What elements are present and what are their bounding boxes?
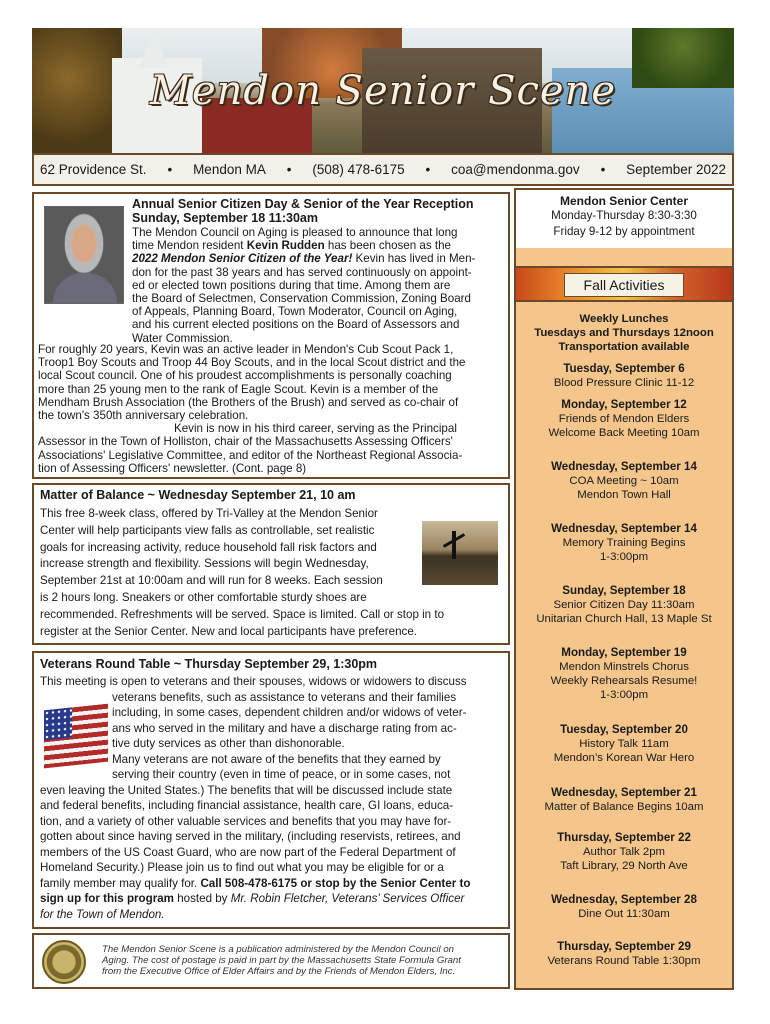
town-seal-icon bbox=[42, 940, 86, 984]
phone: (508) 478-6175 bbox=[312, 162, 405, 177]
article-heading: Veterans Round Table ~ Thursday September 29, 1:30pm bbox=[40, 657, 378, 671]
article-subheading: Sunday, September 18 11:30am bbox=[132, 211, 318, 225]
event-item: Monday, September 19 Mendon Minstrels Chorus Weekly Rehearsals Resume! 1-3:00pm bbox=[550, 646, 698, 701]
senior-center-hours bbox=[516, 190, 732, 248]
article-heading: Matter of Balance ~ Wednesday September 21, 10 am bbox=[40, 488, 356, 502]
church-steeple bbox=[140, 28, 168, 68]
paragraph-line: The Mendon Council on Aging is pleased to announce that long time Mendon resident Kevin Rudden has been chosen as the 2022 Mendon Senior Citizen of the Year! Kevin has lived in Men- don for the past 38 years and has served continuously on appoint- ed or elected town positions during that time. Among them are the Board of Selectmen, Conservation Commission, Zoning Board of Appeals, Planning Board, Town Moderator, Council on Aging, and his current elected positions on the Board of Assessors and Water Commission. bbox=[132, 226, 476, 345]
contact-bar bbox=[32, 153, 734, 186]
center-title: Mendon Senior Center bbox=[559, 194, 688, 208]
address: 62 Providence St. bbox=[40, 162, 147, 177]
event-item: Tuesday, September 20 History Talk 11am Mendon’s Korean War Hero bbox=[553, 723, 695, 764]
event-item: Monday, September 12 Friends of Mendon Elders Welcome Back Meeting 10am bbox=[548, 398, 700, 439]
event-weekly-lunches: Weekly Lunches Tuesdays and Thursdays 12noon Transportation available bbox=[534, 313, 714, 353]
article-heading: Annual Senior Citizen Day & Senior of the Year Reception bbox=[132, 197, 474, 211]
paragraph: This meeting is open to veterans and their spouses, widows or widowers to discuss veterans benefits, such as assistance to veterans and their families including, in some cases, dependent children and/or widows of veter- ans who served in the military and have a discharge rating from ac- tive duty services as other than dishonorable. Many veterans are not aware of the benefits that they earned by serving their country (even in time of peace, or in some cases, not even leaving the United States.) The benefits that will be discussed include state and federal benefits, including financial assistance, health care, GI loans, educa- tion, and a variety of other valuable services and benefits that you may have for- gotten about since having served in the military, (including reservists, retirees, and members of the US Coast Guard, who are now part of the Federal Department of Homeland Security.) Please join us to find out what you may be eligible for or a family member may qualify for. Call 508-478-6175 or stop by the Senior Center to sign up for this program hosted by Mr. Robin Fletcher, Veterans’ Services Officer for the Town of Mendon. bbox=[40, 675, 471, 921]
paragraph: For roughly 20 years, Kevin was an active leader in Mendon's Cub Scout Pack 1, Troop1 Boy Scouts and Troop 44 Boy Scouts, and in the local Scout district and the local Scout council. One of his proudest accomplishments is personally coaching more than 25 young men to the rank of Eagle Scout. Kevin is a member of the Mendham Brush Association (the Brothers of the Brush) and served as co-chair of the town's 350th anniversary celebration. Kevin is now in his third career, serving as the Principal Assessor in the Town of Holliston, chair of the Massachusetts Assessing Officers' Associations' Legislative Committee, and editor of the Northeast Regional Associa- tion of Assessing Officers' newsletter. (Cont. page 8) bbox=[38, 343, 466, 475]
kevin-rudden-photo bbox=[44, 206, 124, 304]
event-item: Wednesday, September 21 Matter of Balance Begins 10am bbox=[544, 786, 704, 813]
issue-date: September 2022 bbox=[626, 162, 726, 177]
event-item: Wednesday, September 14 COA Meeting ~ 10am Mendon Town Hall bbox=[551, 460, 697, 501]
event-item: Thursday, September 22 Author Talk 2pm Taft Library, 29 North Ave bbox=[557, 831, 691, 872]
fall-activities-banner bbox=[516, 266, 732, 302]
sidebar-calendar bbox=[514, 188, 734, 990]
bullet: • bbox=[600, 162, 606, 177]
hours-friday: Friday 9-12 by appointment bbox=[553, 225, 695, 238]
matter-of-balance-article bbox=[32, 483, 510, 645]
event-item: Tuesday, September 6 Blood Pressure Clinic 11-12 bbox=[553, 362, 695, 389]
footnote-text: The Mendon Senior Scene is a publication administered by the Mendon Council on Aging. The cost of postage is paid in part by the Massachusetts State Formula Grant from the Executive Office of Elder Affairs and by the Friends of Mendon Elders, Inc. bbox=[102, 944, 461, 977]
event-item: Wednesday, September 14 Memory Training Begins 1-3:00pm bbox=[551, 522, 697, 563]
newsletter-title: Mendon Senior Scene bbox=[149, 68, 616, 114]
hours-weekdays: Monday-Thursday 8:30-3:30 bbox=[551, 209, 697, 222]
bullet: • bbox=[286, 162, 292, 177]
event-item: Sunday, September 18 Senior Citizen Day 11:30am Unitarian Church Hall, 13 Maple St bbox=[536, 584, 712, 625]
masthead-photo bbox=[32, 28, 734, 154]
senior-of-year-article bbox=[32, 192, 510, 479]
town: Mendon MA bbox=[193, 162, 266, 177]
fall-activities-label: Fall Activities bbox=[564, 273, 684, 297]
bullet: • bbox=[425, 162, 431, 177]
event-item: Wednesday, September 28 Dine Out 11:30am bbox=[551, 893, 697, 920]
bullet: • bbox=[167, 162, 173, 177]
event-item: Thursday, September 29 Veterans Round Table 1:30pm bbox=[547, 940, 701, 967]
veterans-round-table-article bbox=[32, 651, 510, 929]
publication-footnote bbox=[32, 933, 510, 989]
email-link[interactable]: coa@mendonma.gov bbox=[451, 162, 580, 177]
paragraph: This free 8-week class, offered by Tri-Valley at the Mendon Senior Center will help participants view falls as controllable, set realistic goals for increasing activity, reduce household fall risk factors and increase strength and flexibility. Sessions will begin Wednesday, September 21st at 10:00am and will run for 8 weeks. Each session is 2 hours long. Sneakers or other comfortable sturdy shoes are recommended. Refreshments will be served. Space is limited. Call or stop in to register at the Senior Center. New and local participants have preference. bbox=[40, 507, 445, 638]
